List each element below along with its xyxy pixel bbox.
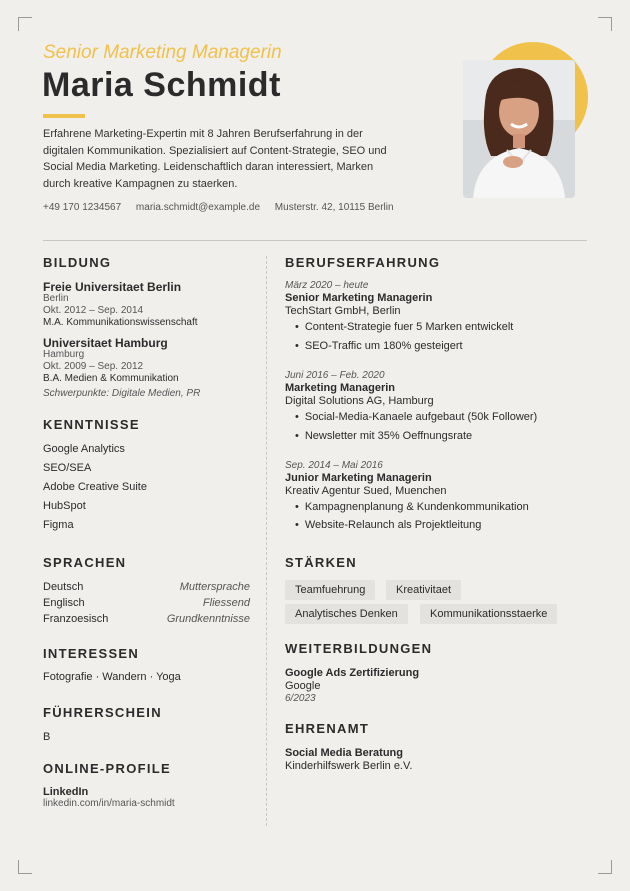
header-divider bbox=[43, 240, 587, 241]
section-title-experience: BERUFSERFAHRUNG bbox=[285, 255, 441, 270]
edu-1-period: Okt. 2012 – Sep. 2014 bbox=[43, 305, 144, 316]
job-3-bullet: • Website-Relaunch als Projektleitung bbox=[295, 519, 481, 531]
strength-tag: Analytisches Denken bbox=[285, 604, 408, 624]
section-title-volunteer: EHRENAMT bbox=[285, 721, 370, 736]
section-title-languages: SPRACHEN bbox=[43, 555, 127, 570]
job-3-company: Kreativ Agentur Sued, Muenchen bbox=[285, 485, 447, 497]
training-name: Google Ads Zertifizierung bbox=[285, 667, 420, 679]
strength-tag: Teamfuehrung bbox=[285, 580, 375, 600]
address: Musterstr. 42, 10115 Berlin bbox=[274, 202, 394, 213]
column-divider bbox=[266, 256, 267, 826]
skill-item: Adobe Creative Suite bbox=[43, 481, 147, 493]
language-name: Englisch bbox=[43, 597, 85, 609]
job-3-bullet: • Kampagnenplanung & Kundenkommunikation bbox=[295, 501, 529, 513]
section-title-education: BILDUNG bbox=[43, 255, 112, 270]
job-1-company: TechStart GmbH, Berlin bbox=[285, 305, 401, 317]
language-level: Muttersprache bbox=[179, 581, 250, 593]
job-1-period: März 2020 – heute bbox=[285, 280, 369, 291]
section-title-strengths: STÄRKEN bbox=[285, 555, 357, 570]
edu-1-degree: M.A. Kommunikationswissenschaft bbox=[43, 317, 198, 328]
profile-photo bbox=[463, 60, 575, 198]
language-level: Fliessend bbox=[202, 597, 250, 609]
edu-2-city: Hamburg bbox=[43, 349, 85, 360]
language-name: Franzoesisch bbox=[43, 613, 109, 625]
language-name: Deutsch bbox=[43, 581, 84, 593]
edu-2-focus: Schwerpunkte: Digitale Medien, PR bbox=[43, 388, 201, 399]
section-title-profiles: ONLINE-PROFILE bbox=[43, 761, 171, 776]
edu-1-city: Berlin bbox=[43, 293, 69, 304]
language-level: Grundkenntnisse bbox=[166, 613, 250, 625]
accent-bar bbox=[43, 114, 85, 118]
profile-link[interactable]: linkedin.com/in/maria-schmidt bbox=[43, 798, 175, 809]
email[interactable]: maria.schmidt@example.de bbox=[135, 202, 261, 213]
corner-mark-top-right bbox=[598, 17, 612, 31]
section-title-license: FÜHRERSCHEIN bbox=[43, 705, 162, 720]
job-2-company: Digital Solutions AG, Hamburg bbox=[285, 395, 434, 407]
skill-item: Figma bbox=[43, 519, 74, 531]
corner-mark-top-left bbox=[18, 17, 32, 31]
phone[interactable]: +49 170 1234567 bbox=[43, 202, 122, 213]
interests-text: Fotografie · Wandern · Yoga bbox=[43, 671, 181, 683]
volunteer-role: Social Media Beratung bbox=[285, 747, 403, 759]
job-2-period: Juni 2016 – Feb. 2020 bbox=[285, 370, 385, 381]
section-title-skills: KENNTNISSE bbox=[43, 417, 140, 432]
job-2-bullet: • Newsletter mit 35% Oeffnungsrate bbox=[295, 430, 472, 442]
job-2-bullet: • Social-Media-Kanaele aufgebaut (50k Follower) bbox=[295, 411, 537, 423]
section-title-trainings: WEITERBILDUNGEN bbox=[285, 641, 433, 656]
corner-mark-bottom-left bbox=[18, 860, 32, 874]
training-issuer: Google bbox=[285, 680, 321, 692]
contact-line bbox=[43, 202, 406, 213]
job-1-bullet: • Content-Strategie fuer 5 Marken entwickelt bbox=[295, 321, 513, 333]
volunteer-org: Kinderhilfswerk Berlin e.V. bbox=[285, 760, 413, 772]
job-2-role: Marketing Managerin bbox=[285, 382, 396, 394]
edu-1-school: Freie Universitaet Berlin bbox=[43, 280, 182, 294]
edu-2-school: Universitaet Hamburg bbox=[43, 336, 168, 350]
section-title-interests: INTERESSEN bbox=[43, 646, 140, 661]
job-3-period: Sep. 2014 – Mai 2016 bbox=[285, 460, 383, 471]
job-1-role: Senior Marketing Managerin bbox=[285, 292, 433, 304]
strength-tag: Kreativitaet bbox=[386, 580, 461, 600]
portrait-illustration bbox=[463, 60, 575, 198]
license-value: B bbox=[43, 731, 51, 743]
job-1-bullet: • SEO-Traffic um 180% gesteigert bbox=[295, 340, 463, 352]
job-3-role: Junior Marketing Managerin bbox=[285, 472, 432, 484]
person-name: Maria Schmidt bbox=[42, 66, 281, 104]
job-title: Senior Marketing Managerin bbox=[43, 42, 282, 63]
training-date: 6/2023 bbox=[285, 693, 316, 704]
profile-name: LinkedIn bbox=[43, 786, 89, 798]
strength-tag: Kommunikationsstaerke bbox=[420, 604, 557, 624]
skill-item: SEO/SEA bbox=[43, 462, 92, 474]
corner-mark-bottom-right bbox=[598, 860, 612, 874]
skill-item: HubSpot bbox=[43, 500, 86, 512]
skill-item: Google Analytics bbox=[43, 443, 125, 455]
profile-summary: Erfahrene Marketing-Expertin mit 8 Jahren Berufserfahrung in der digitalen Kommunikation. Spezialisiert auf Content-Strategie, SEO und Social Media Marketing. Leidenschaftlich daran interessiert, Marken durch kreative Kampagnen zu staerken. bbox=[43, 128, 387, 190]
edu-2-degree: B.A. Medien & Kommunikation bbox=[43, 373, 179, 384]
edu-2-period: Okt. 2009 – Sep. 2012 bbox=[43, 361, 144, 372]
